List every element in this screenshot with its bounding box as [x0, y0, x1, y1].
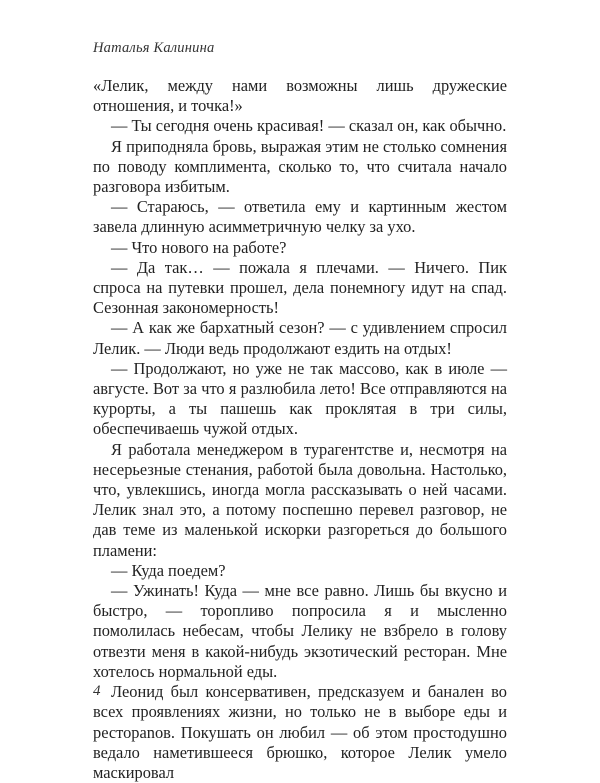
paragraph: Леонид был консервативен, предсказуем и банален во всех проявлениях жизни, но только не в выборе еды и рестораnов. Покушать он любил — об этом простодушно ведало наметившееся брюшко, которое Лелик умело маскировал [93, 682, 507, 782]
paragraph: Я работала менеджером в турагентстве и, несмотря на несерьезные стенания, работой была довольна. Настолько, что, увлекшись, иногда могла рассказывать о ней часами. Лелик знал это, а потому поспешно перевел разговор, не дав теме из маленькой искорки разгореться до большого пламени: [93, 439, 507, 560]
running-header-author: Наталья Калинина [93, 40, 215, 56]
paragraph: — Куда поедем? [111, 560, 226, 580]
paragraph: — Стараюсь, — ответила ему и картинным жестом завела длинную асимметричную челку за ухо. [93, 197, 507, 237]
paragraph: Я приподняла бровь, выражая этим не столько сомнения по поводу комплимента, сколько то, что считала начало разговора избитым. [93, 136, 507, 197]
paragraph: — Ужинать! Куда — мне все равно. Лишь бы вкусно и быстро, — торопливо попросила я и мысленно помолилась небесам, чтобы Лелику не взбрело в голову отвезти меня в какой-нибудь экзотический ресторан. Мне хотелось нормальной еды. [93, 581, 507, 681]
paragraph: — Да так… — пожала я плечами. — Ничего. Пик спроса на путевки прошел, дела понемногу идут на спад. Сезонная закономерность! [93, 257, 507, 318]
paragraph: — Что нового на работе? [111, 237, 287, 257]
paragraph: — А как же бархатный сезон? — с удивлением спросил Лелик. — Люди ведь продолжают ездить на отдых! [93, 318, 507, 358]
page-number: 4 [93, 683, 101, 699]
paragraph: — Ты сегодня очень красивая! — сказал он, как обычно. [111, 116, 507, 136]
paragraph: «Лелик, между нами возможны лишь дружеские отношения, и точка!» [93, 76, 507, 116]
body-text [93, 76, 507, 783]
paragraph: — Продолжают, но уже не так массово, как в июле — августе. Вот за что я разлюбила лето! Все отправляются на курорты, а ты пашешь как проклятая в три силы, обеспечиваешь чужой отдых. [93, 358, 507, 439]
